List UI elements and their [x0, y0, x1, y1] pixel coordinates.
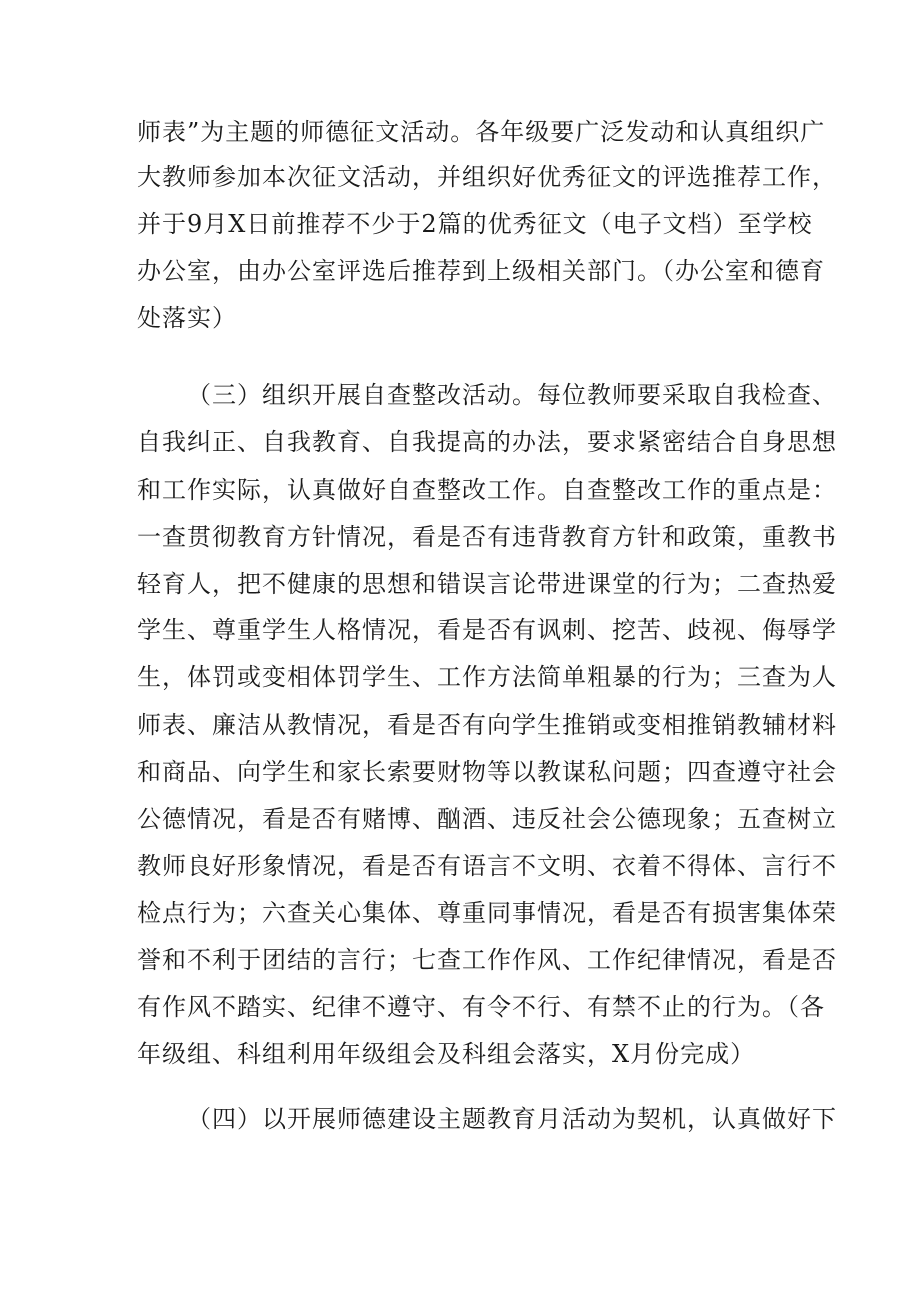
- text-line: 一查贯彻教育方针情况，看是否有违背教育方针和政策，重教书: [137, 523, 837, 551]
- text-line: 师表”为主题的师德征文活动。各年级要广泛发动和认真组织广: [137, 118, 826, 146]
- text-line: 自我纠正、自我教育、自我提高的办法，要求紧密结合自身思想: [137, 428, 837, 456]
- text-line: 学生、尊重学生人格情况，看是否有讽刺、挖苦、歧视、侮辱学: [137, 616, 837, 644]
- text-line: 办公室，由办公室评选后推荐到上级相关部门。（办公室和德育: [137, 257, 825, 285]
- text-line: 处落实）: [137, 304, 237, 332]
- text-line: 师表、廉洁从教情况，看是否有向学生推销或变相推销教辅材料: [137, 711, 837, 739]
- text-line: 生，体罚或变相体罚学生、工作方法简单粗暴的行为；三查为人: [137, 663, 837, 691]
- text-line: 教师良好形象情况，看是否有语言不文明、衣着不得体、言行不: [137, 852, 837, 880]
- text-line: （四）以开展师德建设主题教育月活动为契机，认真做好下: [187, 1105, 837, 1133]
- text-line: 誉和不利于团结的言行；七查工作作风、工作纪律情况，看是否: [137, 946, 837, 974]
- text-line: 和商品、向学生和家长索要财物等以教谋私问题；四查遵守社会: [137, 758, 837, 786]
- text-line: 轻育人，把不健康的思想和错误言论带进课堂的行为；二查热爱: [137, 570, 837, 598]
- text-line: （三）组织开展自查整改活动。每位教师要采取自我检查、: [187, 381, 837, 409]
- text-line: 公德情况，看是否有赌博、酗酒、违反社会公德现象；五查树立: [137, 805, 837, 833]
- text-line: 有作风不踏实、纪律不遵守、有令不行、有禁不止的行为。（各: [137, 993, 825, 1021]
- text-line: 年级组、科组利用年级组会及科组会落实，X月份完成）: [137, 1040, 756, 1068]
- text-line: 大教师参加本次征文活动，并组织好优秀征文的评选推荐工作，: [137, 163, 837, 191]
- text-line: 检点行为；六查关心集体、尊重同事情况，看是否有损害集体荣: [137, 899, 837, 927]
- text-line: 和工作实际，认真做好自查整改工作。自查整改工作的重点是：: [137, 476, 837, 504]
- text-line: 并于9月X日前推荐不少于2篇的优秀征文（电子文档）至学校: [137, 210, 813, 238]
